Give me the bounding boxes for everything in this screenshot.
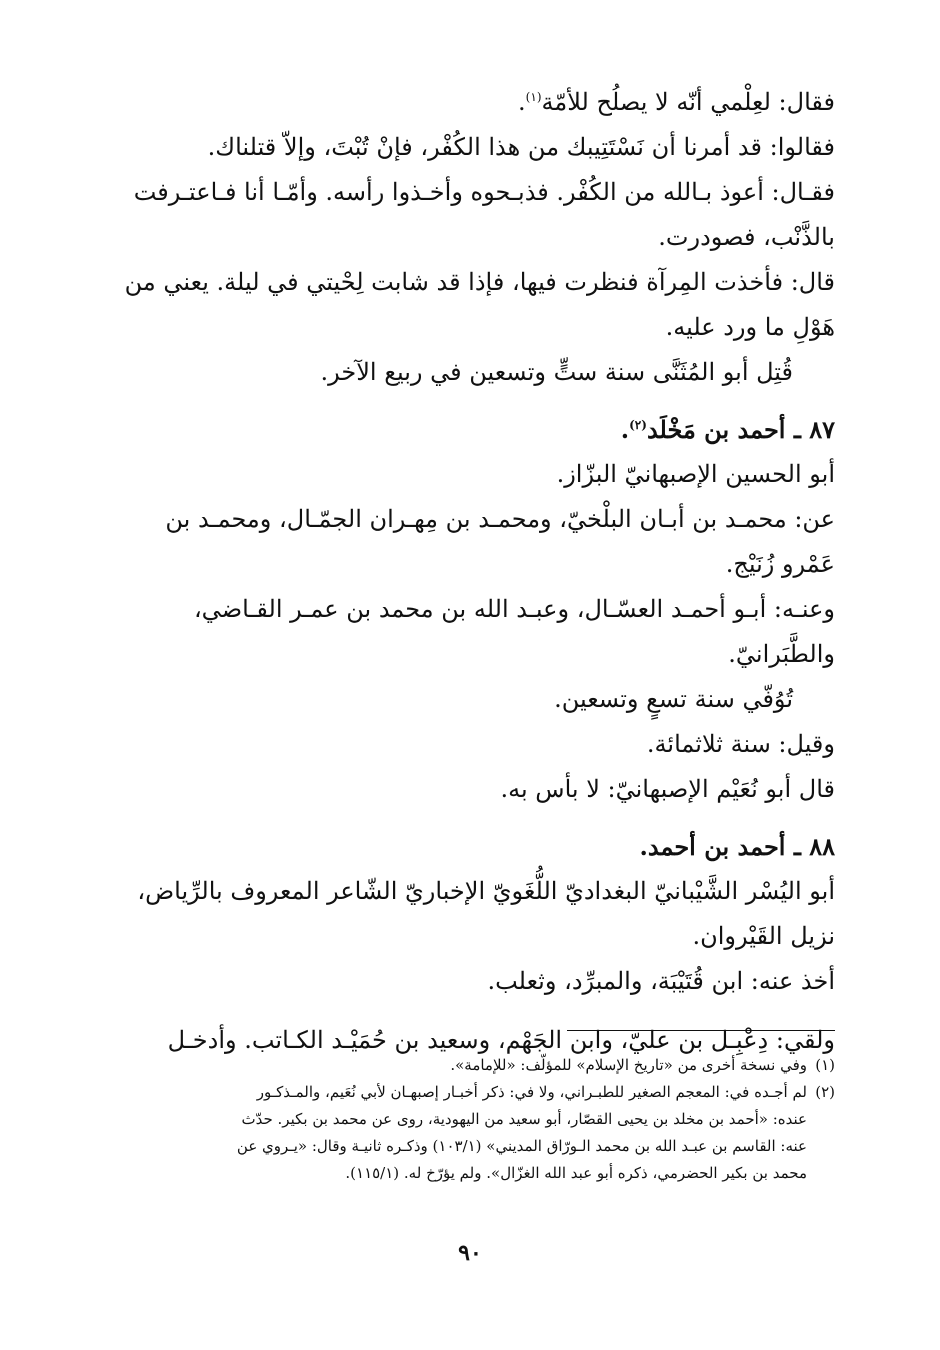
text-line: ولقي: دِعْبِـل بن عليّ، وابن الجَهْم، وسعيد بن حُمَيْـد الكـاتب. وأدخـل [167,1026,835,1054]
text-line: عَمْرو زُنَيْج. [725,550,835,578]
footnote-2: (٢)لم أجـده في: المعجم الصغير للطبـراني، ولا في: ذكر أخبـار إصبهـان لأبي نُعَيم، والمـذكـور [109,1079,835,1106]
text-line: نزيل القَيْروان. [692,922,835,950]
text-line: هَوْلِ ما ورد عليه. [665,313,835,341]
footnote-1: (١)وفي نسخة أخرى من «تاريخ الإسلام» للمؤلّف: «للإمامة». [109,1052,835,1079]
text-line: والطَّبَرانيّ. [728,640,835,668]
footnote-2-line: عنه: القاسم بن عبـد الله بن محمد الـورّاق المديني» (١٠٣/١) وذكـره ثانيـة وقال: «يـروي عن [236,1137,807,1155]
footnote-ref-1[interactable]: (١) [525,90,542,104]
text-line: فقال: لعِلْمي أنّه لا يصلُح للأمّة$^{(١)}$. [518,88,835,116]
text-line: فقالوا: قد أمرنا أن نَسْتَتِيبك من هذا الكُفْر، فإنْ تُبْتَ، وإلاّ قتلناك. [207,133,835,161]
footnote-number: (٢) [815,1083,835,1101]
text-line: أبو الحسين الإصبهانيّ البزّاز. [556,460,835,488]
footnote-2-line: محمد بن بكير الحضرمي، ذكره أبو عبد الله الغزّال». ولم يؤرّخ له. (١١٥/١). [345,1164,807,1182]
footnote-ref-2[interactable]: (٢) [629,418,647,432]
footnote-number: (١) [815,1056,835,1074]
footnote-divider [567,1030,835,1031]
text-line: قُتِل أبو المُثَنَّى سنة ستٍّ وتسعين في ربيع الآخر. [320,358,793,386]
text-line: وقيل: سنة ثلاثمائة. [646,730,835,758]
text-line: تُوُفّي سنة تسعٍ وتسعين. [554,685,793,713]
footnotes [109,1052,835,1187]
text-line: وعنـه: أبـو أحمـد العسّـال، وعبـد الله بن محمد بن عمـر القـاضي، [193,595,835,623]
page-number: ٩٠ [458,1240,482,1266]
text-line: أخذ عنه: ابن قُتَيْبَة، والمبرِّد، وثعلب. [487,967,835,995]
main-text [109,80,835,1063]
text-line: أبو اليُسْر الشَّيْبانيّ البغداديّ اللُّغَويّ الإخباريّ الشّاعر المعروف بالرِّياض، [137,877,835,905]
entry-heading-88: ٨٨ ـ أحمد بن أحمد. [639,832,835,861]
footnote-2-line: عنده: «أحمد بن مخلد بن يحيى القصّار، أبو سعيد من اليهودية، روى عن محمد بن بكير. حدّث [241,1110,807,1128]
text-line: بالذَّنْب، فصودرت. [658,223,835,251]
text-line: قال أبو نُعَيْم الإصبهانيّ: لا بأس به. [500,775,835,803]
text-line: قال: فأخذت المِرآة فنظرت فيها، فإذا قد شابت لِحْيتي في ليلة. يعني من [124,268,835,296]
text-line: عن: محمـد بن أبـان البلْخيّ، ومحمـد بن مِهـران الجمّـال، ومحمـد بن [165,505,835,533]
entry-heading-87: ٨٧ ـ أحمد بن مَخْلَد$^{(٢)}$. [620,415,835,444]
text-line: فقـال: أعوذ بـالله من الكُفْر. فذبـحوه وأخـذوا رأسه. وأمّـا أنا فـاعتـرفت [133,178,835,206]
